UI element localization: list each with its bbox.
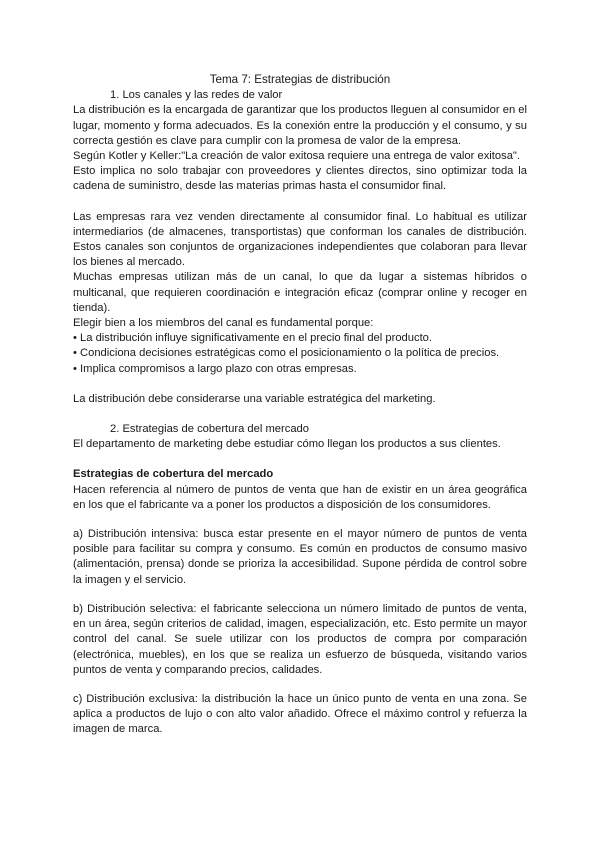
document-body <box>73 72 527 738</box>
paragraph-coverage-definition: Hacen referencia al número de puntos de venta que han de existir en un área geográfica en los que el fabricante va a poner los productos a disposición de los consumidores. <box>73 483 527 511</box>
paragraph-exclusive-distribution: c) Distribución exclusiva: la distribución la hace un único punto de venta en una zona. Se aplica a productos de lujo o con alto valor añadido. Ofrece el máximo control y refuerza la imagen de marca. <box>73 692 527 736</box>
page-title: Tema 7: Estrategias de distribución <box>209 73 391 86</box>
paragraph-distribution-definition: La distribución es la encargada de garantizar que los productos lleguen al consumidor en el lugar, momento y forma adecuados. Es la conexión entre la producción y el consumo, y su correcta gestión es clave para cumplir con la promesa de valor de la empresa. <box>73 104 528 147</box>
list-item: • La distribución influye significativamente en el precio final del producto. <box>73 332 433 345</box>
list-item: • Implica compromisos a largo plazo con otras empresas. <box>73 362 357 375</box>
paragraph-multichannel: Muchas empresas utilizan más de un canal, lo que da lugar a sistemas híbridos o multicanal, que requieren coordinación e integración eficaz (comprar online y recoger en tienda). <box>73 271 527 314</box>
list-item: • Condiciona decisiones estratégicas como el posicionamiento o la política de precios. <box>73 347 500 360</box>
bullet-list <box>73 331 527 377</box>
paragraph-channel-members: Elegir bien a los miembros del canal es fundamental porque: <box>73 317 374 330</box>
section-1-heading: 1. Los canales y las redes de valor <box>110 89 283 102</box>
paragraph-marketing-department: El departamento de marketing debe estudiar cómo llegan los productos a sus clientes. <box>73 438 501 451</box>
section-2-heading: 2. Estrategias de cobertura del mercado <box>110 423 309 436</box>
paragraph-intensive-distribution: a) Distribución intensiva: busca estar presente en el mayor número de puntos de venta posible para facilitar su compra y consumo. Es común en productos de consumo masivo (alimentación, prensa) donde se prioriza la accesibilidad. Supone pérdida de control sobre la imagen y el servicio. <box>73 528 527 586</box>
paragraph-selective-distribution: b) Distribución selectiva: el fabricante selecciona un número limitado de puntos de venta, en un área, según criterios de calidad, imagen, especialización, etc. Esto permite un mayor control del canal. Se suele utilizar con los productos de compra por comparación (electrónica, muebles), en los que se realiza un esfuerzo de búsqueda, visitando varios puntos de venta y comparando precios, calidades. <box>73 602 527 676</box>
subheading-coverage-strategies: Estrategias de cobertura del mercado <box>73 468 274 481</box>
paragraph-kotler-quote: Según Kotler y Keller:"La creación de valor exitosa requiere una entrega de valor exitosa". <box>73 150 521 163</box>
paragraph-strategic-variable: La distribución debe considerarse una variable estratégica del marketing. <box>73 392 436 405</box>
paragraph-supply-chain: Esto implica no solo trabajar con proveedores y clientes directos, sino optimizar toda la cadena de suministro, desde las materias primas hasta el consumidor final. <box>73 165 527 193</box>
paragraph-intermediaries: Las empresas rara vez venden directamente al consumidor final. Lo habitual es utilizar intermediarios (de almacenes, transportistas) que conforman los canales de distribución. Estos canales son conjuntos de organizaciones independientes que colaboran para llevar los bienes al mercado. <box>73 210 527 269</box>
